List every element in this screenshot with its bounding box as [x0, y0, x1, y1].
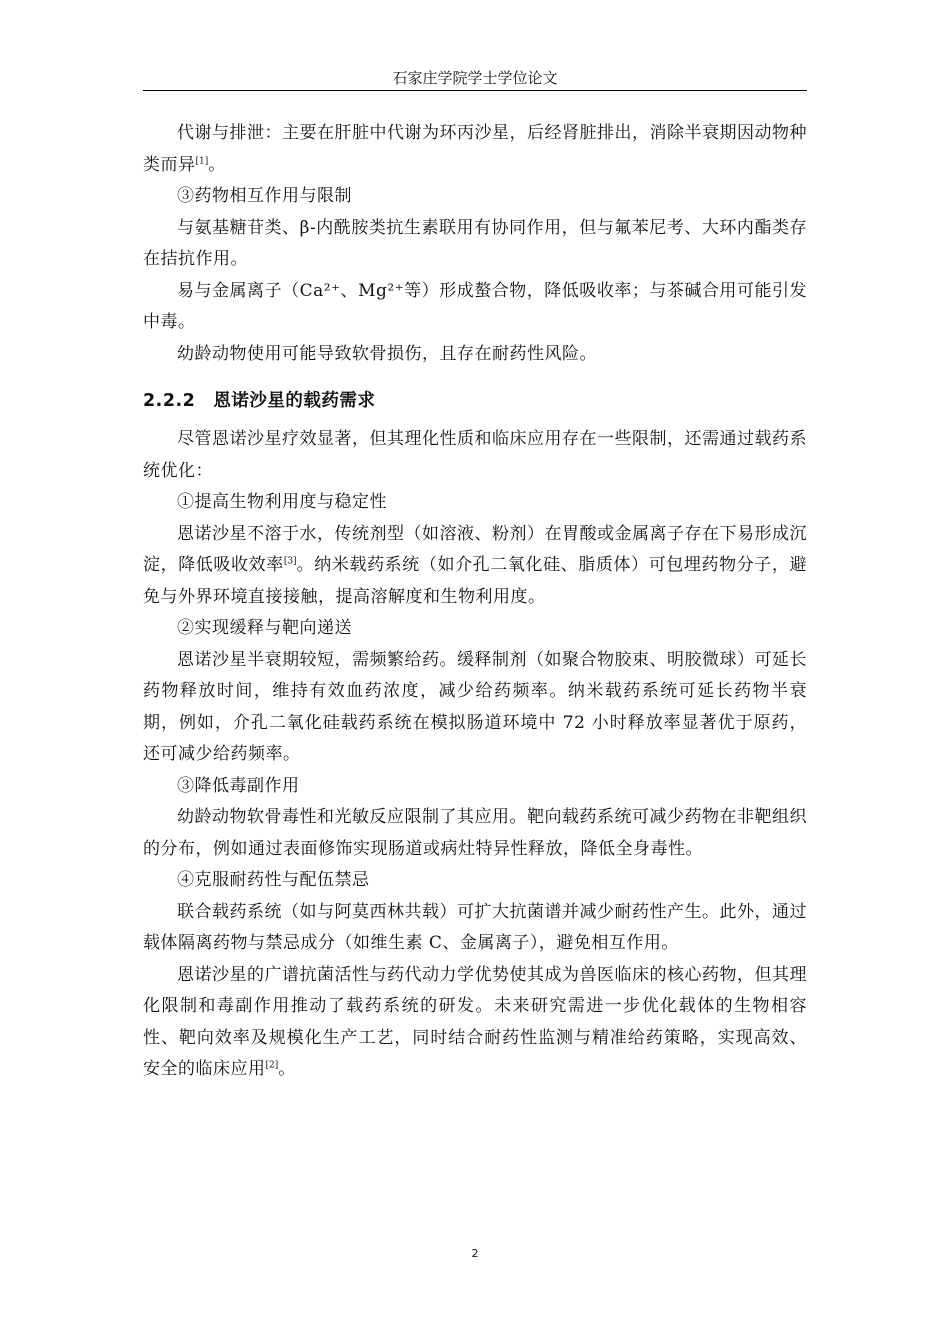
paragraph-end: 。 — [208, 154, 226, 175]
paragraph-text: 恩诺沙星不溶于水，传统剂型（如溶液、粉剂）在胃酸或金属离子存在下易形成沉淀，降低吸收效率 — [143, 523, 807, 575]
paragraph-bioavailability — [143, 519, 807, 614]
citation-ref: [1] — [195, 155, 209, 166]
page-number: 2 — [471, 1247, 479, 1260]
paragraph-resistance: 联合载药系统（如与阿莫西林共载）可扩大抗菌谱并减少耐药性产生。此外，通过载体隔离药物与禁忌成分（如维生素 C、金属离子），避免相互作用。 — [143, 901, 807, 953]
document-body — [143, 118, 807, 1086]
subheading-bioavailability: ①提高生物利用度与稳定性 — [177, 492, 387, 512]
section-title: 恩诺沙星的载药需求 — [213, 391, 376, 411]
paragraph-juvenile-risk: 幼龄动物使用可能导致软骨损伤，且存在耐药性风险。 — [177, 343, 597, 364]
citation-ref: [2] — [265, 1060, 279, 1071]
paragraph-end: 。 — [278, 1059, 296, 1079]
subheading-interactions: ③药物相互作用与限制 — [177, 186, 352, 206]
subheading-resistance: ④克服耐药性与配伍禁忌 — [177, 870, 370, 890]
paragraph-conclusion — [143, 960, 807, 1086]
subheading-toxicity: ③降低毒副作用 — [177, 775, 300, 796]
paragraph-text: 恩诺沙星的广谱抗菌活性与药代动力学优势使其成为兽医临床的核心药物，但其理化限制和毒副作用推动了载药系统的研发。未来研究需进一步优化载体的生物相容性、靶向效率及规模化生产工艺，同时结合耐药性监测与精准给药策略，实现高效、安全的临床应用 — [143, 964, 807, 1079]
subheading-sustained-release: ②实现缓释与靶向递送 — [177, 618, 352, 638]
paragraph-text: 代谢与排泄：主要在肝脏中代谢为环丙沙星，后经肾脏排出，消除半衰期因动物种类而异 — [143, 123, 807, 175]
citation-ref: [3] — [283, 556, 297, 567]
page-header: 石家庄学院学士学位论文 — [143, 66, 807, 91]
section-number: 2.2.2 — [143, 391, 196, 411]
paragraph-intro: 尽管恩诺沙星疗效显著，但其理化性质和临床应用存在一些限制，还需通过载药系统优化： — [143, 429, 807, 481]
paragraph-sustained-release: 恩诺沙星半衰期较短，需频繁给药。缓释制剂（如聚合物胶束、明胶微球）可延长药物释放时间，维持有效血药浓度，减少给药频率。纳米载药系统可延长药物半衰期，例如，介孔二氧化硅载药系统在模拟肠道环境中 72 小时释放率显著优于原药，还可减少给药频率。 — [143, 649, 807, 764]
paragraph-toxicity: 幼龄动物软骨毒性和光敏反应限制了其应用。靶向载药系统可减少药物在非靶组织的分布，例如通过表面修饰实现肠道或病灶特异性释放，降低全身毒性。 — [143, 807, 807, 859]
paragraph-chelation: 易与金属离子（Ca²⁺、Mg²⁺等）形成螯合物，降低吸收率；与茶碱合用可能引发中毒。 — [143, 280, 807, 332]
paragraph-metabolism — [143, 118, 807, 181]
section-heading — [143, 386, 807, 416]
paragraph-text-cont: 。纳米载药系统（如介孔二氧化硅、脂质体）可包埋药物分子，避免与外界环境直接接触，提高溶解度和生物利用度。 — [143, 555, 808, 607]
paragraph-synergy: 与氨基糖苷类、β-内酰胺类抗生素联用有协同作用，但与氟苯尼考、大环内酯类存在拮抗作用。 — [143, 217, 807, 269]
